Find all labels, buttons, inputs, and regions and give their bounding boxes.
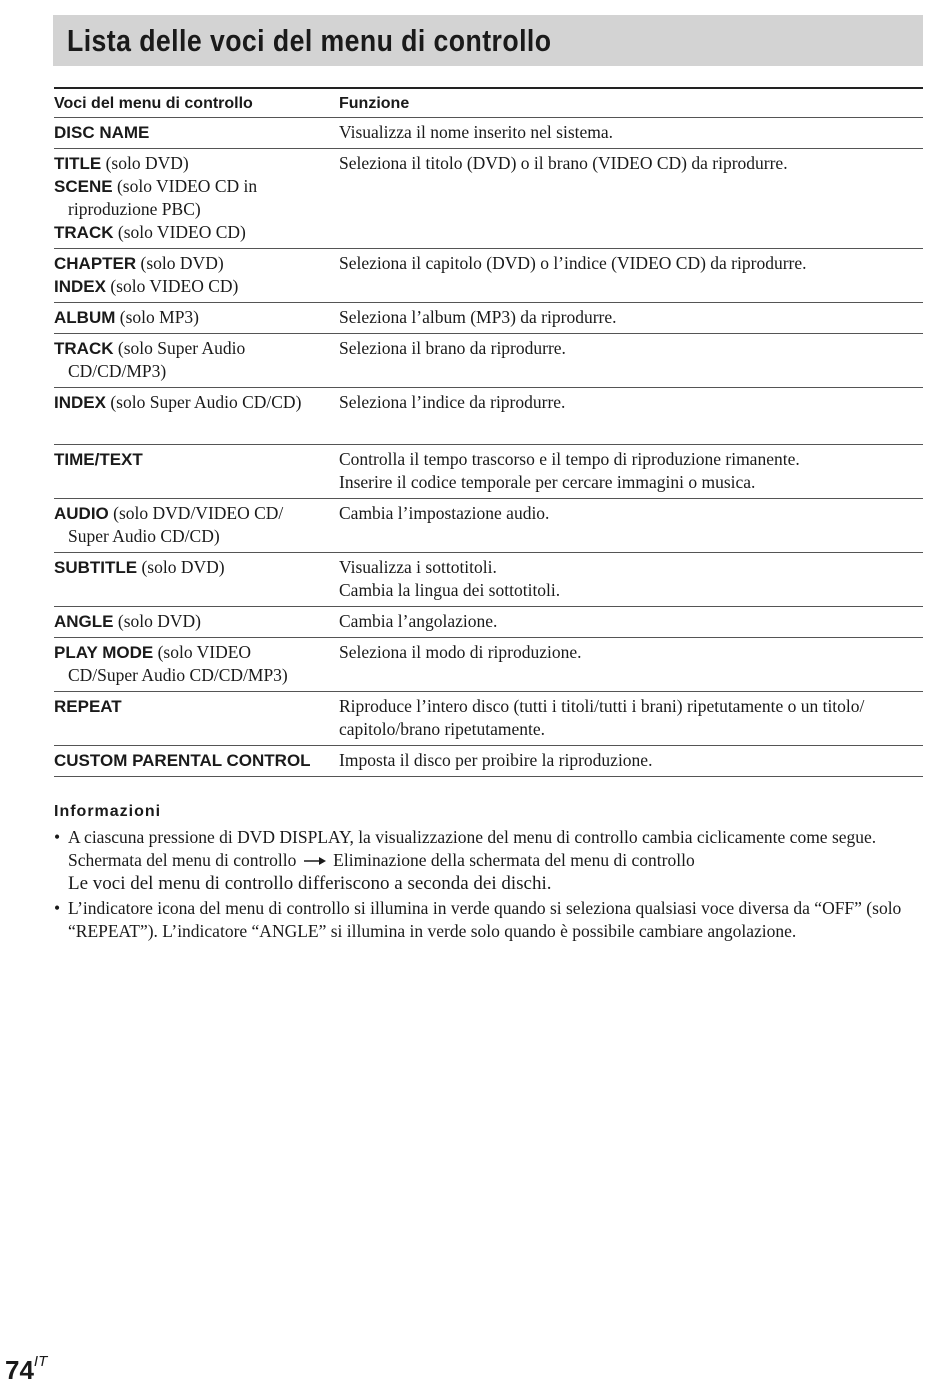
function-line: Imposta il disco per proibire la riproduzione.: [339, 750, 653, 770]
function-line: capitolo/brano ripetutamente.: [339, 719, 546, 739]
function-line: Cambia l’angolazione.: [339, 611, 498, 631]
menu-item-qualifier: (solo VIDEO CD): [113, 222, 246, 242]
function-line: Seleziona l’album (MP3) da riprodurre.: [339, 307, 617, 327]
function-line: Riproduce l’intero disco (tutti i titoli/tutti i brani) ripetutamente o un titolo/: [339, 696, 865, 716]
menu-item-line: [54, 175, 339, 198]
menu-item-line: [54, 695, 339, 718]
bullet-text: L’indicatore icona del menu di controllo si illumina in verde quando si seleziona qualsiasi voce diversa da “OFF” (solo “REPEAT”). L’indicatore “ANGLE” si illumina in verde solo quando è possibile cambiare angolazione.: [68, 898, 902, 941]
function-cell: [339, 252, 923, 298]
table-row: [54, 499, 923, 553]
table-row: [54, 553, 923, 607]
table-row: [54, 249, 923, 303]
menu-item-qualifier: (solo DVD/VIDEO CD/: [108, 503, 284, 523]
menu-item-cell: [54, 610, 339, 633]
menu-item-key: TITLE: [54, 154, 102, 173]
function-line: Inserire il codice temporale per cercare immagini o musica.: [339, 472, 756, 492]
page-title: Lista delle voci del menu di controllo: [67, 23, 552, 58]
function-cell: [339, 152, 923, 244]
menu-item-line: [54, 556, 339, 579]
menu-item-qualifier: (solo Super Audio: [113, 338, 246, 358]
menu-item-line: [54, 337, 339, 360]
header-function: Funzione: [339, 95, 410, 112]
menu-item-cell: [54, 695, 339, 741]
menu-item-cell: [54, 448, 339, 494]
function-line: Seleziona il titolo (DVD) o il brano (VIDEO CD) da riprodurre.: [339, 153, 788, 173]
menu-item-key: AUDIO: [54, 504, 109, 523]
menu-item-line: [54, 252, 339, 275]
menu-item-line: [54, 221, 339, 244]
table-row: [54, 149, 923, 249]
menu-item-qualifier: (solo MP3): [115, 307, 200, 327]
menu-item-qualifier: (solo VIDEO CD): [105, 276, 239, 296]
table-row: [54, 746, 923, 777]
table-row: [54, 445, 923, 499]
table-row: [54, 607, 923, 638]
function-line: Cambia la lingua dei sottotitoli.: [339, 580, 561, 600]
info-heading: Informazioni: [54, 803, 162, 820]
menu-item-qualifier: (solo DVD): [136, 253, 224, 273]
menu-item-key: CUSTOM PARENTAL CONTROL: [54, 751, 311, 770]
table-body: [54, 118, 923, 777]
function-line: Visualizza i sottotitoli.: [339, 557, 497, 577]
info-bullet-1: [54, 826, 914, 849]
function-cell: [339, 749, 923, 772]
function-line: Seleziona il modo di riproduzione.: [339, 642, 582, 662]
menu-item-key: TRACK: [54, 339, 114, 358]
function-line: Controlla il tempo trascorso e il tempo di riproduzione rimanente.: [339, 449, 800, 469]
menu-item-line: [54, 121, 339, 144]
function-line: Visualizza il nome inserito nel sistema.: [339, 122, 614, 142]
menu-item-line: Super Audio CD/CD): [68, 526, 220, 546]
function-line: Seleziona il brano da riprodurre.: [339, 338, 566, 358]
menu-item-line: [54, 502, 339, 525]
menu-item-line: [54, 152, 339, 175]
table-row: [54, 388, 923, 418]
info-bullet-2: [54, 897, 914, 942]
menu-item-line: [54, 641, 339, 664]
menu-item-key: DISC NAME: [54, 123, 150, 142]
menu-item-key: TRACK: [54, 223, 114, 242]
function-line: Cambia l’impostazione audio.: [339, 503, 550, 523]
function-cell: [339, 502, 923, 548]
menu-item-key: SUBTITLE: [54, 558, 138, 577]
menu-item-key: TIME/TEXT: [54, 450, 143, 469]
menu-item-line: [54, 306, 339, 329]
function-cell: [339, 641, 923, 687]
title-banner: [53, 15, 923, 66]
menu-item-cell: [54, 337, 339, 383]
bullet-text: A ciascuna pressione di DVD DISPLAY, la visualizzazione del menu di controllo cambia ciclicamente come segue.: [68, 827, 877, 847]
menu-item-cell: [54, 556, 339, 602]
menu-item-cell: [54, 641, 339, 687]
right-arrow-icon: [303, 855, 327, 867]
bullet-dot: •: [54, 827, 61, 847]
table-row: [54, 334, 923, 388]
menu-item-line: [54, 448, 339, 471]
menu-item-qualifier: (solo DVD): [101, 153, 189, 173]
flow-to: Eliminazione della schermata del menu di controllo: [333, 849, 695, 870]
menu-item-cell: [54, 391, 339, 414]
menu-item-qualifier: (solo DVD): [137, 557, 225, 577]
menu-item-key: ALBUM: [54, 308, 116, 327]
table-row: [54, 303, 923, 334]
function-cell: [339, 610, 923, 633]
menu-item-line: [54, 610, 339, 633]
bullet-dot: •: [54, 898, 61, 918]
menu-item-cell: [54, 306, 339, 329]
function-cell: [339, 391, 923, 414]
table-row: [54, 692, 923, 746]
menu-item-key: PLAY MODE: [54, 643, 154, 662]
menu-item-cell: [54, 152, 339, 244]
menu-item-qualifier: (solo VIDEO CD in: [112, 176, 258, 196]
menu-item-key: ANGLE: [54, 612, 114, 631]
menu-item-key: REPEAT: [54, 697, 122, 716]
menu-item-line: riproduzione PBC): [68, 199, 201, 219]
section-gap: [54, 418, 923, 445]
function-line: Seleziona il capitolo (DVD) o l’indice (VIDEO CD) da riprodurre.: [339, 253, 807, 273]
info-note: Le voci del menu di controllo differiscono a seconda dei dischi.: [68, 873, 552, 894]
function-cell: [339, 337, 923, 383]
table-row: [54, 638, 923, 692]
menu-item-key: INDEX: [54, 277, 106, 296]
menu-item-line: [54, 275, 339, 298]
menu-item-qualifier: (solo VIDEO: [153, 642, 252, 662]
table-row: [54, 118, 923, 149]
function-cell: [339, 448, 923, 494]
info-section: [54, 803, 914, 942]
page-number: [5, 1355, 47, 1386]
function-line: Seleziona l’indice da riprodurre.: [339, 392, 566, 412]
control-menu-table: [54, 87, 923, 777]
menu-item-line: CD/CD/MP3): [68, 361, 167, 381]
menu-item-qualifier: (solo DVD): [113, 611, 201, 631]
function-cell: [339, 695, 923, 741]
page-number-suffix: IT: [33, 1353, 48, 1370]
flow-from: Schermata del menu di controllo: [68, 849, 297, 870]
header-items: Voci del menu di controllo: [54, 95, 253, 112]
page-number-value: 74: [5, 1355, 34, 1385]
table-header: [54, 89, 923, 118]
menu-item-cell: [54, 121, 339, 144]
function-cell: [339, 556, 923, 602]
menu-item-line: [54, 749, 339, 772]
menu-item-key: SCENE: [54, 177, 113, 196]
display-flow: [54, 849, 914, 872]
menu-item-key: CHAPTER: [54, 254, 137, 273]
menu-item-cell: [54, 502, 339, 548]
menu-item-cell: [54, 252, 339, 298]
menu-item-line: [54, 391, 339, 414]
function-cell: [339, 121, 923, 144]
menu-item-cell: [54, 749, 339, 772]
function-cell: [339, 306, 923, 329]
menu-item-key: INDEX: [54, 393, 106, 412]
menu-item-line: CD/Super Audio CD/CD/MP3): [68, 665, 288, 685]
menu-item-qualifier: (solo Super Audio CD/CD): [105, 392, 302, 412]
